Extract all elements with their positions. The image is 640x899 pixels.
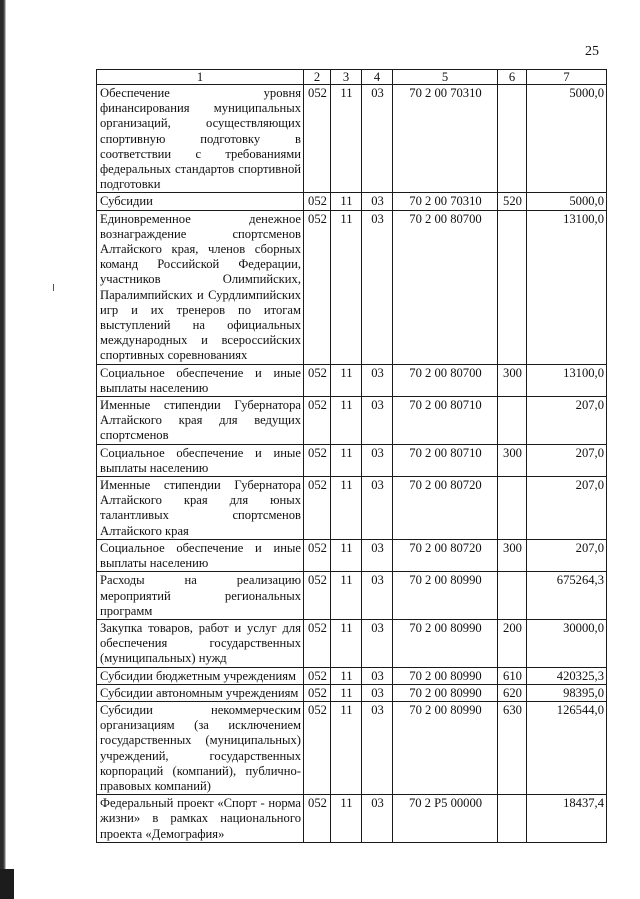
row-name-cell: Обеспечение уровня финансирования муниципальных организаций, осуществляющих спортивную подготовку в соответствии с требованиями федеральных стандартов спортивной подготовки — [97, 85, 304, 193]
header-col-1: 1 — [97, 70, 304, 85]
target-code-cell: 70 2 00 80700 — [393, 210, 498, 364]
table-row — [97, 539, 607, 571]
amount-cell: 207,0 — [527, 397, 607, 445]
ministry-code-cell: 052 — [304, 364, 331, 396]
ministry-code-cell: 052 — [304, 667, 331, 684]
table-row — [97, 364, 607, 396]
subsection-code-cell: 03 — [362, 701, 393, 794]
subsection-code-cell: 03 — [362, 572, 393, 620]
table-body — [97, 85, 607, 843]
row-name-cell: Расходы на реализацию мероприятий региональных программ — [97, 572, 304, 620]
scan-edge-bottom — [0, 869, 14, 899]
table-row — [97, 667, 607, 684]
expense-type-cell — [498, 572, 527, 620]
subsection-code-cell: 03 — [362, 539, 393, 571]
table-row — [97, 210, 607, 364]
amount-cell: 5000,0 — [527, 85, 607, 193]
header-col-3: 3 — [331, 70, 362, 85]
target-code-cell: 70 2 00 70310 — [393, 193, 498, 210]
amount-cell: 30000,0 — [527, 619, 607, 667]
row-name-cell: Субсидии бюджетным учреждениям — [97, 667, 304, 684]
ministry-code-cell: 052 — [304, 701, 331, 794]
row-name-cell: Субсидии некоммерческим организациям (за исключением государственных (муниципальных) учреждений, государственных корпораций (компаний), публично-правовых компаний) — [97, 701, 304, 794]
target-code-cell: 70 2 00 80710 — [393, 397, 498, 445]
subsection-code-cell: 03 — [362, 619, 393, 667]
section-code-cell: 11 — [331, 444, 362, 476]
row-name-cell: Именные стипендии Губернатора Алтайского края для юных талантливых спортсменов Алтайского края — [97, 477, 304, 540]
ministry-code-cell: 052 — [304, 397, 331, 445]
expense-type-cell — [498, 477, 527, 540]
subsection-code-cell: 03 — [362, 684, 393, 701]
header-col-4: 4 — [362, 70, 393, 85]
ministry-code-cell: 052 — [304, 444, 331, 476]
table-row — [97, 397, 607, 445]
ministry-code-cell: 052 — [304, 539, 331, 571]
page-number: 25 — [585, 44, 599, 59]
expense-type-cell — [498, 795, 527, 843]
section-code-cell: 11 — [331, 397, 362, 445]
expense-type-cell: 520 — [498, 193, 527, 210]
subsection-code-cell: 03 — [362, 795, 393, 843]
amount-cell: 18437,4 — [527, 795, 607, 843]
amount-cell: 13100,0 — [527, 210, 607, 364]
header-col-5: 5 — [393, 70, 498, 85]
subsection-code-cell: 03 — [362, 444, 393, 476]
section-code-cell: 11 — [331, 795, 362, 843]
table-row — [97, 572, 607, 620]
table-row — [97, 795, 607, 843]
subsection-code-cell: 03 — [362, 667, 393, 684]
amount-cell: 5000,0 — [527, 193, 607, 210]
subsection-code-cell: 03 — [362, 477, 393, 540]
scan-speck — [53, 284, 54, 291]
row-name-cell: Социальное обеспечение и иные выплаты населению — [97, 539, 304, 571]
amount-cell: 207,0 — [527, 444, 607, 476]
expense-type-cell: 630 — [498, 701, 527, 794]
section-code-cell: 11 — [331, 667, 362, 684]
expense-type-cell — [498, 85, 527, 193]
section-code-cell: 11 — [331, 364, 362, 396]
target-code-cell: 70 2 00 80990 — [393, 619, 498, 667]
target-code-cell: 70 2 00 80710 — [393, 444, 498, 476]
amount-cell: 98395,0 — [527, 684, 607, 701]
row-name-cell: Федеральный проект «Спорт - норма жизни» в рамках национального проекта «Демография» — [97, 795, 304, 843]
target-code-cell: 70 2 00 80990 — [393, 572, 498, 620]
ministry-code-cell: 052 — [304, 193, 331, 210]
row-name-cell: Именные стипендии Губернатора Алтайского края для ведущих спортсменов — [97, 397, 304, 445]
amount-cell: 207,0 — [527, 539, 607, 571]
row-name-cell: Единовременное денежное вознаграждение спортсменов Алтайского края, членов сборных команд Российской Федерации, участников Олимпийских, Паралимпийских и Сурдлимпийских игр и их тренеров по итогам выступлений на официальных международных и всероссийских спортивных соревнованиях — [97, 210, 304, 364]
target-code-cell: 70 2 P5 00000 — [393, 795, 498, 843]
subsection-code-cell: 03 — [362, 397, 393, 445]
table-row — [97, 85, 607, 193]
expense-type-cell: 300 — [498, 364, 527, 396]
subsection-code-cell: 03 — [362, 193, 393, 210]
table-row — [97, 684, 607, 701]
section-code-cell: 11 — [331, 572, 362, 620]
header-col-2: 2 — [304, 70, 331, 85]
row-name-cell: Закупка товаров, работ и услуг для обеспечения государственных (муниципальных) нужд — [97, 619, 304, 667]
section-code-cell: 11 — [331, 619, 362, 667]
ministry-code-cell: 052 — [304, 684, 331, 701]
amount-cell: 207,0 — [527, 477, 607, 540]
target-code-cell: 70 2 00 80990 — [393, 667, 498, 684]
amount-cell: 420325,3 — [527, 667, 607, 684]
ministry-code-cell: 052 — [304, 795, 331, 843]
table-row — [97, 193, 607, 210]
ministry-code-cell: 052 — [304, 477, 331, 540]
expense-type-cell: 300 — [498, 539, 527, 571]
amount-cell: 13100,0 — [527, 364, 607, 396]
table-row — [97, 701, 607, 794]
row-name-cell: Социальное обеспечение и иные выплаты населению — [97, 444, 304, 476]
subsection-code-cell: 03 — [362, 85, 393, 193]
expense-type-cell — [498, 397, 527, 445]
subsection-code-cell: 03 — [362, 364, 393, 396]
header-col-6: 6 — [498, 70, 527, 85]
table-header-row — [97, 70, 607, 85]
section-code-cell: 11 — [331, 684, 362, 701]
expense-type-cell: 200 — [498, 619, 527, 667]
scan-edge-left — [0, 0, 6, 899]
amount-cell: 675264,3 — [527, 572, 607, 620]
ministry-code-cell: 052 — [304, 210, 331, 364]
section-code-cell: 11 — [331, 477, 362, 540]
section-code-cell: 11 — [331, 193, 362, 210]
row-name-cell: Социальное обеспечение и иные выплаты населению — [97, 364, 304, 396]
expense-type-cell — [498, 210, 527, 364]
target-code-cell: 70 2 00 80990 — [393, 701, 498, 794]
target-code-cell: 70 2 00 80720 — [393, 477, 498, 540]
expense-type-cell: 620 — [498, 684, 527, 701]
row-name-cell: Субсидии автономным учреждениям — [97, 684, 304, 701]
expense-type-cell: 610 — [498, 667, 527, 684]
expense-type-cell: 300 — [498, 444, 527, 476]
row-name-cell: Субсидии — [97, 193, 304, 210]
table-row — [97, 619, 607, 667]
target-code-cell: 70 2 00 80990 — [393, 684, 498, 701]
ministry-code-cell: 052 — [304, 85, 331, 193]
ministry-code-cell: 052 — [304, 572, 331, 620]
amount-cell: 126544,0 — [527, 701, 607, 794]
target-code-cell: 70 2 00 80700 — [393, 364, 498, 396]
section-code-cell: 11 — [331, 85, 362, 193]
budget-table — [96, 69, 607, 843]
section-code-cell: 11 — [331, 210, 362, 364]
target-code-cell: 70 2 00 70310 — [393, 85, 498, 193]
ministry-code-cell: 052 — [304, 619, 331, 667]
target-code-cell: 70 2 00 80720 — [393, 539, 498, 571]
section-code-cell: 11 — [331, 539, 362, 571]
header-col-7: 7 — [527, 70, 607, 85]
table-row — [97, 477, 607, 540]
subsection-code-cell: 03 — [362, 210, 393, 364]
section-code-cell: 11 — [331, 701, 362, 794]
table-row — [97, 444, 607, 476]
